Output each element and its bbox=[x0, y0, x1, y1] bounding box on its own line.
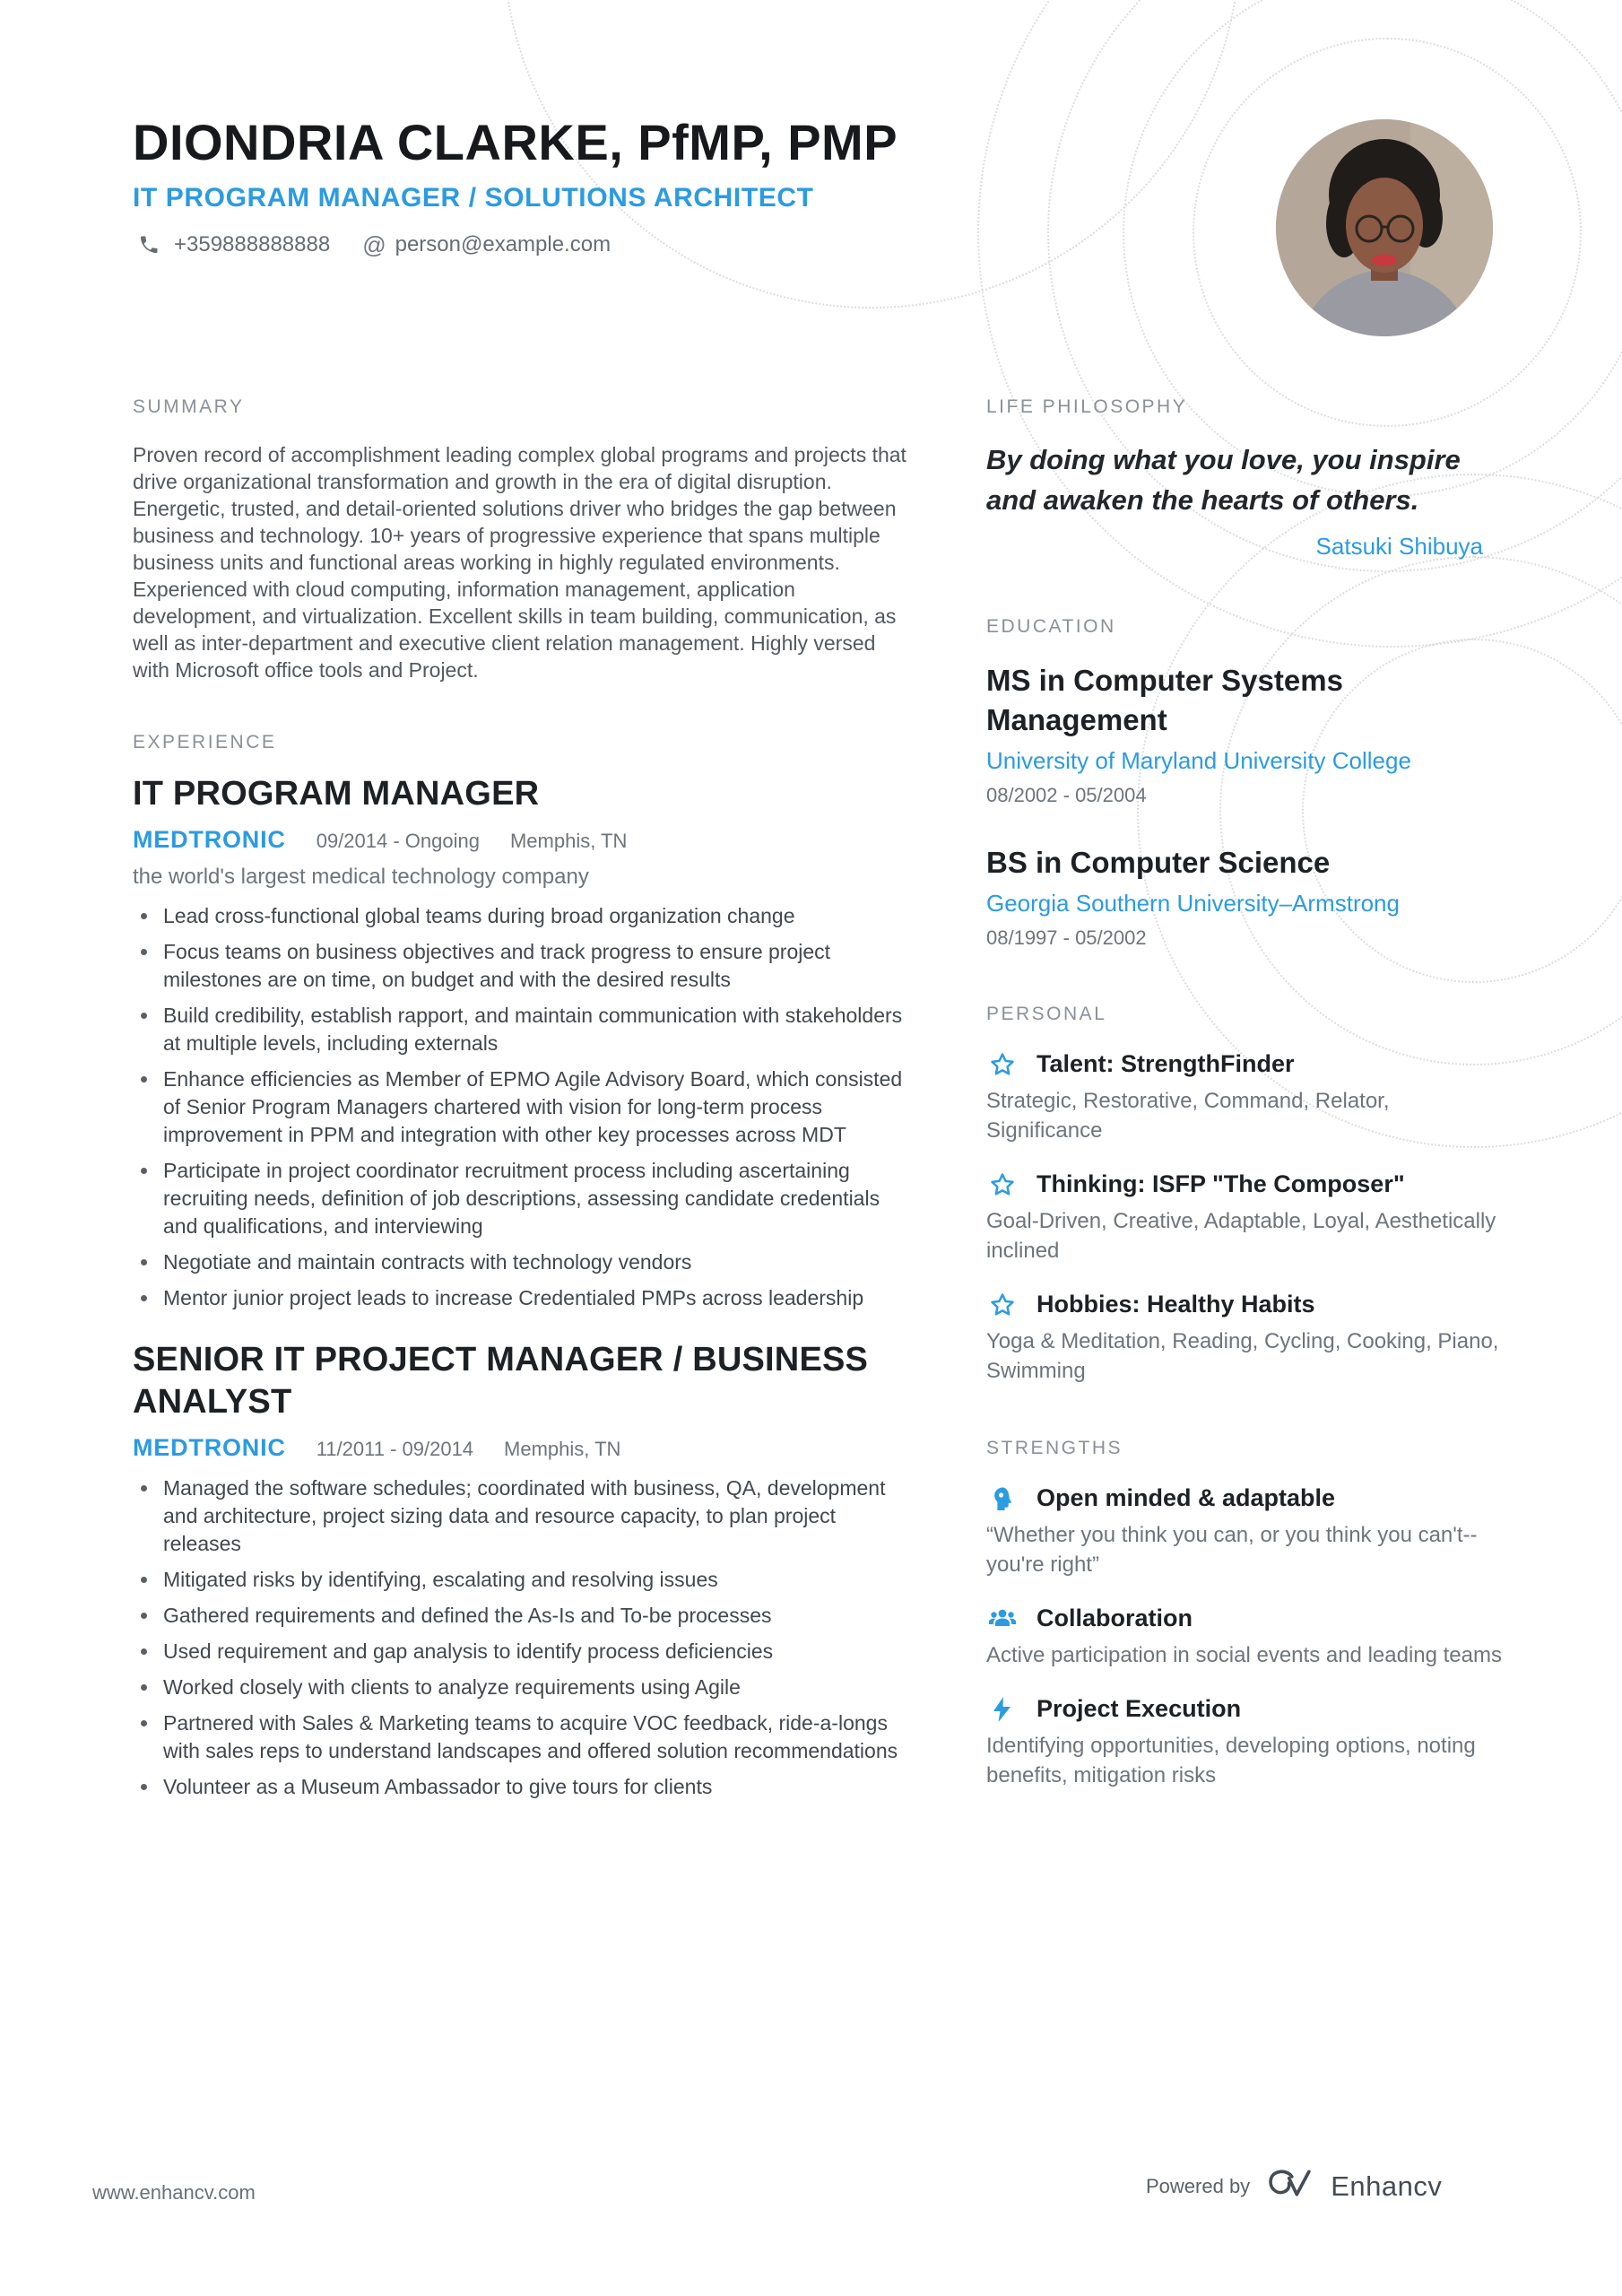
enhancv-logo-icon bbox=[1264, 2165, 1316, 2207]
job-location: Memphis, TN bbox=[509, 830, 628, 853]
education-entry bbox=[986, 843, 1508, 950]
job-meta bbox=[133, 826, 911, 854]
experience-section-label: EXPERIENCE bbox=[133, 732, 277, 752]
summary-section-label: SUMMARY bbox=[133, 396, 245, 417]
personal-title: Talent: StrengthFinder bbox=[1037, 1050, 1295, 1077]
phone-number: +359888888888 bbox=[174, 232, 331, 257]
bullet-item: Negotiate and maintain contracts with technology vendors bbox=[133, 1248, 911, 1276]
right-column bbox=[986, 396, 1508, 1790]
footer-website-link[interactable]: www.enhancv.com bbox=[92, 2181, 256, 2204]
mind-icon bbox=[986, 1485, 1019, 1512]
email-address[interactable]: person@example.com bbox=[395, 232, 612, 257]
experience-entry bbox=[133, 1339, 911, 1801]
philosophy-quote: By doing what you love, you inspire and awaken the hearts of others. bbox=[986, 444, 1461, 516]
strengths-section-label: STRENGTHS bbox=[986, 1438, 1123, 1458]
company-name: MEDTRONIC bbox=[133, 826, 286, 854]
enhancv-wordmark: Enhancv bbox=[1331, 2170, 1443, 2202]
summary-text: Proven record of accomplishment leading complex global programs and projects that drive organizational transformation and growth in the era of digital disruption. Energetic, trusted, and detail-oriented solutions driver who bridges the gap between business and technology. 10+ years of progressive experience that spans multiple business units and functional areas working in highly regulated environments. Experienced with cloud computing, information management, application development, and virtualization. Excellent skills in team building, communication, as well as inter-department and executive client relation management. Highly versed with Microsoft office tools and Project. bbox=[133, 443, 906, 682]
personal-entry bbox=[986, 1291, 1508, 1386]
bullet-item: Focus teams on business objectives and track progress to ensure project milestones are on time, on budget and with the desired results bbox=[133, 938, 911, 994]
avatar bbox=[1276, 119, 1493, 336]
job-dates: 09/2014 - Ongoing bbox=[316, 830, 480, 853]
strength-entry bbox=[986, 1695, 1508, 1790]
personal-description: Goal-Driven, Creative, Adaptable, Loyal, Aesthetically inclined bbox=[986, 1209, 1496, 1263]
person-title: IT PROGRAM MANAGER / SOLUTIONS ARCHITECT bbox=[133, 182, 814, 213]
job-location: Memphis, TN bbox=[504, 1438, 621, 1461]
strength-title: Collaboration bbox=[1037, 1605, 1193, 1631]
bullet-item: Worked closely with clients to analyze requirements using Agile bbox=[133, 1674, 911, 1701]
bullet-item: Partnered with Sales & Marketing teams to acquire VOC feedback, ride-a-longs with sales reps to understand landscapes and offered solution recommendations bbox=[133, 1709, 911, 1765]
company-description: the world's largest medical technology company bbox=[133, 865, 589, 890]
strength-description: Identifying opportunities, developing options, noting benefits, mitigation risks bbox=[986, 1734, 1476, 1787]
bullet-item: Managed the software schedules; coordinated with business, QA, development and architecture, project sizing data and resource capacity, to plan project releases bbox=[133, 1474, 911, 1558]
left-column bbox=[133, 396, 911, 1809]
personal-title: Thinking: ISFP "The Composer" bbox=[1037, 1170, 1405, 1197]
strength-entry bbox=[986, 1484, 1508, 1579]
education-dates: 08/2002 - 05/2004 bbox=[986, 784, 1147, 806]
strength-title: Project Execution bbox=[1037, 1695, 1242, 1722]
degree-title: MS in Computer Systems Management bbox=[986, 664, 1343, 736]
bullet-item: Lead cross-functional global teams during broad organization change bbox=[133, 902, 911, 930]
personal-description: Strategic, Restorative, Command, Relator, Significance bbox=[986, 1089, 1390, 1143]
personal-section-label: PERSONAL bbox=[986, 1004, 1107, 1024]
education-section-label: EDUCATION bbox=[986, 616, 1116, 637]
personal-entry bbox=[986, 1050, 1508, 1145]
strength-title: Open minded & adaptable bbox=[1037, 1484, 1336, 1511]
star-icon bbox=[986, 1171, 1019, 1198]
strength-description: “Whether you think you can, or you think you can't--you're right” bbox=[986, 1523, 1478, 1577]
bullet-list bbox=[133, 1474, 911, 1801]
bullet-item: Enhance efficiencies as Member of EPMO Agile Advisory Board, which consisted of Senior Program Managers chartered with vision for long-term process improvement in PPM and integration with other key processes across MDT bbox=[133, 1065, 911, 1149]
powered-by[interactable] bbox=[1146, 2165, 1442, 2207]
philosophy-section-label: LIFE PHILOSOPHY bbox=[986, 396, 1188, 417]
school-name: Georgia Southern University–Armstrong bbox=[986, 890, 1400, 917]
bullet-item: Mitigated risks by identifying, escalating and resolving issues bbox=[133, 1566, 911, 1594]
personal-entry bbox=[986, 1170, 1508, 1265]
bullet-item: Volunteer as a Museum Ambassador to give tours for clients bbox=[133, 1773, 911, 1801]
job-title: IT PROGRAM MANAGER bbox=[133, 775, 540, 813]
job-meta bbox=[133, 1434, 911, 1462]
job-title: SENIOR IT PROJECT MANAGER / BUSINESS ANALYST bbox=[133, 1341, 869, 1421]
job-dates: 11/2011 - 09/2014 bbox=[316, 1438, 474, 1461]
star-icon bbox=[986, 1292, 1019, 1318]
quote-author: Satsuki Shibuya bbox=[1315, 533, 1483, 560]
personal-title: Hobbies: Healthy Habits bbox=[1037, 1291, 1315, 1318]
strength-entry bbox=[986, 1605, 1508, 1670]
school-name: University of Maryland University College bbox=[986, 747, 1411, 774]
bolt-icon bbox=[986, 1696, 1019, 1723]
bullet-list bbox=[133, 902, 911, 1312]
strength-description: Active participation in social events and leading teams bbox=[986, 1643, 1502, 1667]
contact-row bbox=[133, 231, 1245, 259]
bullet-item: Used requirement and gap analysis to identify process deficiencies bbox=[133, 1638, 911, 1665]
at-icon: @ bbox=[362, 230, 386, 258]
degree-title: BS in Computer Science bbox=[986, 846, 1331, 879]
star-icon bbox=[986, 1051, 1019, 1078]
person-name: DIONDRIA CLARKE, PfMP, PMP bbox=[133, 114, 898, 170]
experience-entry bbox=[133, 773, 911, 1312]
bullet-item: Mentor junior project leads to increase Credentialed PMPs across leadership bbox=[133, 1284, 911, 1312]
company-name: MEDTRONIC bbox=[133, 1434, 286, 1462]
bullet-item: Participate in project coordinator recruitment process including ascertaining recruiting needs, definition of job descriptions, assessing candidate credentials and qualifications, and interviewing bbox=[133, 1157, 911, 1240]
education-dates: 08/1997 - 05/2002 bbox=[986, 926, 1147, 949]
education-entry bbox=[986, 661, 1508, 807]
bullet-item: Gathered requirements and defined the As-Is and To-be processes bbox=[133, 1602, 911, 1630]
powered-by-label: Powered by bbox=[1146, 2174, 1251, 2197]
header bbox=[133, 115, 1245, 259]
portrait-illustration bbox=[1276, 119, 1493, 336]
personal-description: Yoga & Meditation, Reading, Cycling, Cooking, Piano, Swimming bbox=[986, 1329, 1499, 1383]
phone-icon bbox=[133, 234, 165, 256]
bullet-item: Build credibility, establish rapport, and maintain communication with stakeholders at multiple levels, including externals bbox=[133, 1002, 911, 1057]
group-icon bbox=[986, 1605, 1019, 1632]
